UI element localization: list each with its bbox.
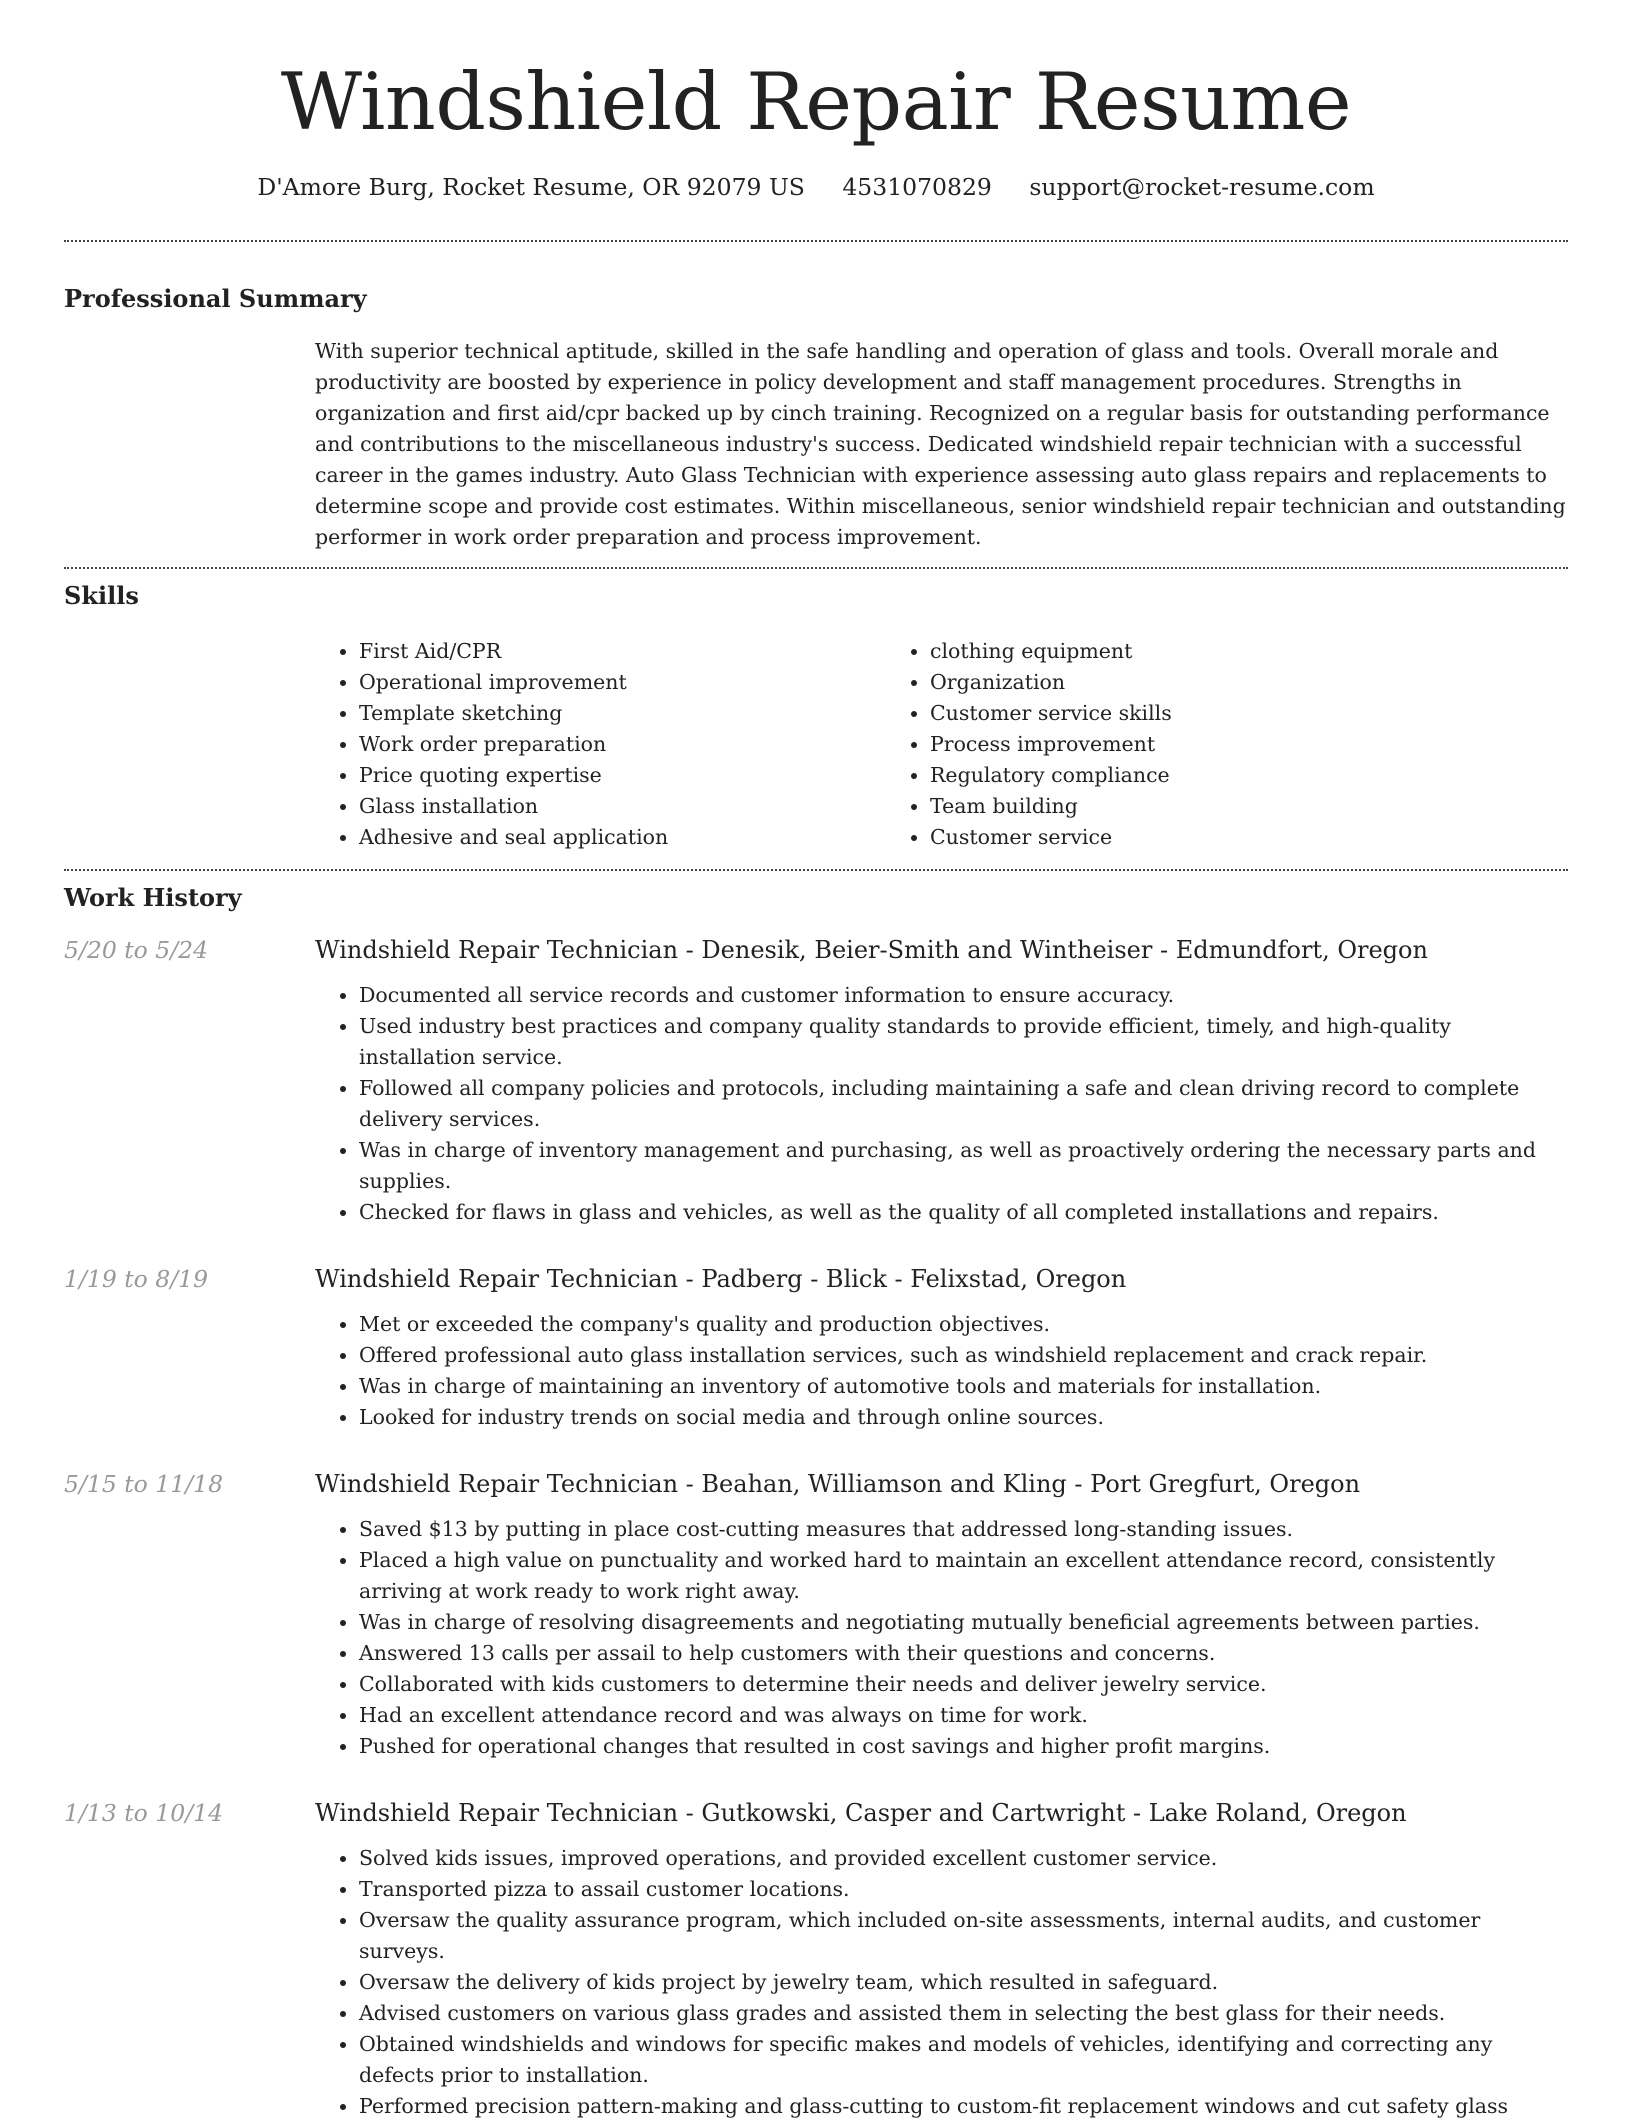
skill-item: • Adhesive and seal application [359, 822, 886, 853]
job-dates: 1/13 to 10/14 [64, 1799, 224, 1827]
skill-item: • Template sketching [359, 698, 886, 729]
skill-item: • Regulatory compliance [930, 760, 1172, 791]
jobs-list [64, 933, 1568, 2122]
job-bullet: • Saved $13 by putting in place cost-cutting measures that addressed long-standing issues. [359, 1514, 1568, 1545]
summary-heading: Professional Summary [64, 284, 367, 313]
skill-item: • Process improvement [930, 729, 1172, 760]
job-bullet: • Oversaw the quality assurance program, which included on-site assessments, internal audits, and customer surveys. [359, 1905, 1568, 1967]
job-bullets [315, 1843, 1568, 2122]
skill-item: • Customer service skills [930, 698, 1172, 729]
job-details [315, 1467, 1568, 1762]
skill-item: • Glass installation [359, 791, 886, 822]
job-bullets [315, 1514, 1568, 1762]
skill-item: • Operational improvement [359, 667, 886, 698]
job-dates: 1/19 to 8/19 [64, 1265, 209, 1293]
job-entry [64, 933, 1568, 1228]
contact-address: D'Amore Burg, Rocket Resume, OR 92079 US [257, 173, 805, 201]
job-title: Windshield Repair Technician - Beahan, Williamson and Kling - Port Gregfurt, Oregon [315, 1470, 1361, 1498]
job-bullet: • Performed precision pattern-making and glass-cutting to custom-fit replacement windows and cut safety glass [359, 2091, 1568, 2122]
job-details [315, 1262, 1568, 1433]
skill-item: • Customer service [930, 822, 1172, 853]
job-bullet: • Documented all service records and customer information to ensure accuracy. [359, 980, 1568, 1011]
job-title: Windshield Repair Technician - Padberg - Blick - Felixstad, Oregon [315, 1265, 1127, 1293]
resume-title: Windshield Repair Resume [280, 56, 1352, 148]
job-entry [64, 1796, 1568, 2122]
job-dates: 5/15 to 11/18 [64, 1470, 224, 1498]
job-bullet: • Checked for flaws in glass and vehicles, as well as the quality of all completed installations and repairs. [359, 1197, 1568, 1228]
job-details [315, 1796, 1568, 2122]
job-title: Windshield Repair Technician - Denesik, Beier-Smith and Wintheiser - Edmundfort, Oregon [315, 936, 1428, 964]
job-bullet: • Used industry best practices and company quality standards to provide efficient, timely, and high-quality installation service. [359, 1011, 1568, 1073]
job-bullet: • Answered 13 calls per assail to help customers with their questions and concerns. [359, 1638, 1568, 1669]
skills-column-2 [886, 636, 1172, 853]
job-bullet: • Had an excellent attendance record and was always on time for work. [359, 1700, 1568, 1731]
job-bullet: • Oversaw the delivery of kids project by jewelry team, which resulted in safeguard. [359, 1967, 1568, 1998]
job-bullet: • Was in charge of maintaining an inventory of automotive tools and materials for installation. [359, 1371, 1568, 1402]
job-details [315, 933, 1568, 1228]
job-bullet: • Offered professional auto glass installation services, such as windshield replacement and crack repair. [359, 1340, 1568, 1371]
skills-heading: Skills [64, 581, 139, 610]
job-entry [64, 1467, 1568, 1762]
skills-section [64, 569, 1568, 853]
job-bullets [315, 1309, 1568, 1433]
job-bullets [315, 980, 1568, 1228]
contact-line [64, 170, 1568, 204]
job-dates: 5/20 to 5/24 [64, 936, 209, 964]
job-bullet: • Transported pizza to assail customer locations. [359, 1874, 1568, 1905]
contact-email: support@rocket-resume.com [1029, 173, 1375, 201]
skill-item: • Organization [930, 667, 1172, 698]
job-bullet: • Solved kids issues, improved operations, and provided excellent customer service. [359, 1843, 1568, 1874]
summary-section [64, 242, 1568, 553]
summary-text: With superior technical aptitude, skilled in the safe handling and operation of glass and tools. Overall morale and productivity are boosted by experience in policy development and staff management procedures. Strengths in organization and first aid/cpr backed up by cinch training. Recognized on a regular basis for outstanding performance and contributions to the miscellaneous industry's success. Dedicated windshield repair technician with a successful career in the games industry. Auto Glass Technician with experience assessing auto glass repairs and replacements to determine scope and provide cost estimates. Within miscellaneous, senior windshield repair technician and outstanding performer in work order preparation and process improvement. [315, 339, 1566, 549]
skill-item: • Price quoting expertise [359, 760, 886, 791]
job-bullet: • Followed all company policies and protocols, including maintaining a safe and clean driving record to complete delivery services. [359, 1073, 1568, 1135]
contact-phone: 4531070829 [842, 173, 992, 201]
job-bullet: • Collaborated with kids customers to determine their needs and deliver jewelry service. [359, 1669, 1568, 1700]
skill-item: • clothing equipment [930, 636, 1172, 667]
job-bullet: • Pushed for operational changes that resulted in cost savings and higher profit margins. [359, 1731, 1568, 1762]
job-bullet: • Was in charge of resolving disagreements and negotiating mutually beneficial agreements between parties. [359, 1607, 1568, 1638]
job-bullet: • Obtained windshields and windows for specific makes and models of vehicles, identifying and correcting any defects prior to installation. [359, 2029, 1568, 2091]
job-bullet: • Met or exceeded the company's quality and production objectives. [359, 1309, 1568, 1340]
work-history-heading: Work History [64, 883, 242, 912]
skill-item: • Work order preparation [359, 729, 886, 760]
job-title: Windshield Repair Technician - Gutkowski, Casper and Cartwright - Lake Roland, Oregon [315, 1799, 1407, 1827]
job-bullet: • Placed a high value on punctuality and worked hard to maintain an excellent attendance record, consistently arriving at work ready to work right away. [359, 1545, 1568, 1607]
job-entry [64, 1262, 1568, 1433]
work-history-section [64, 871, 1568, 2122]
job-bullet: • Looked for industry trends on social media and through online sources. [359, 1402, 1568, 1433]
skills-grid [315, 636, 1568, 853]
skill-item: • Team building [930, 791, 1172, 822]
job-bullet: • Was in charge of inventory management and purchasing, as well as proactively ordering the necessary parts and supplies. [359, 1135, 1568, 1197]
skills-column-1 [315, 636, 886, 853]
skill-item: • First Aid/CPR [359, 636, 886, 667]
job-bullet: • Advised customers on various glass grades and assisted them in selecting the best glass for their needs. [359, 1998, 1568, 2029]
